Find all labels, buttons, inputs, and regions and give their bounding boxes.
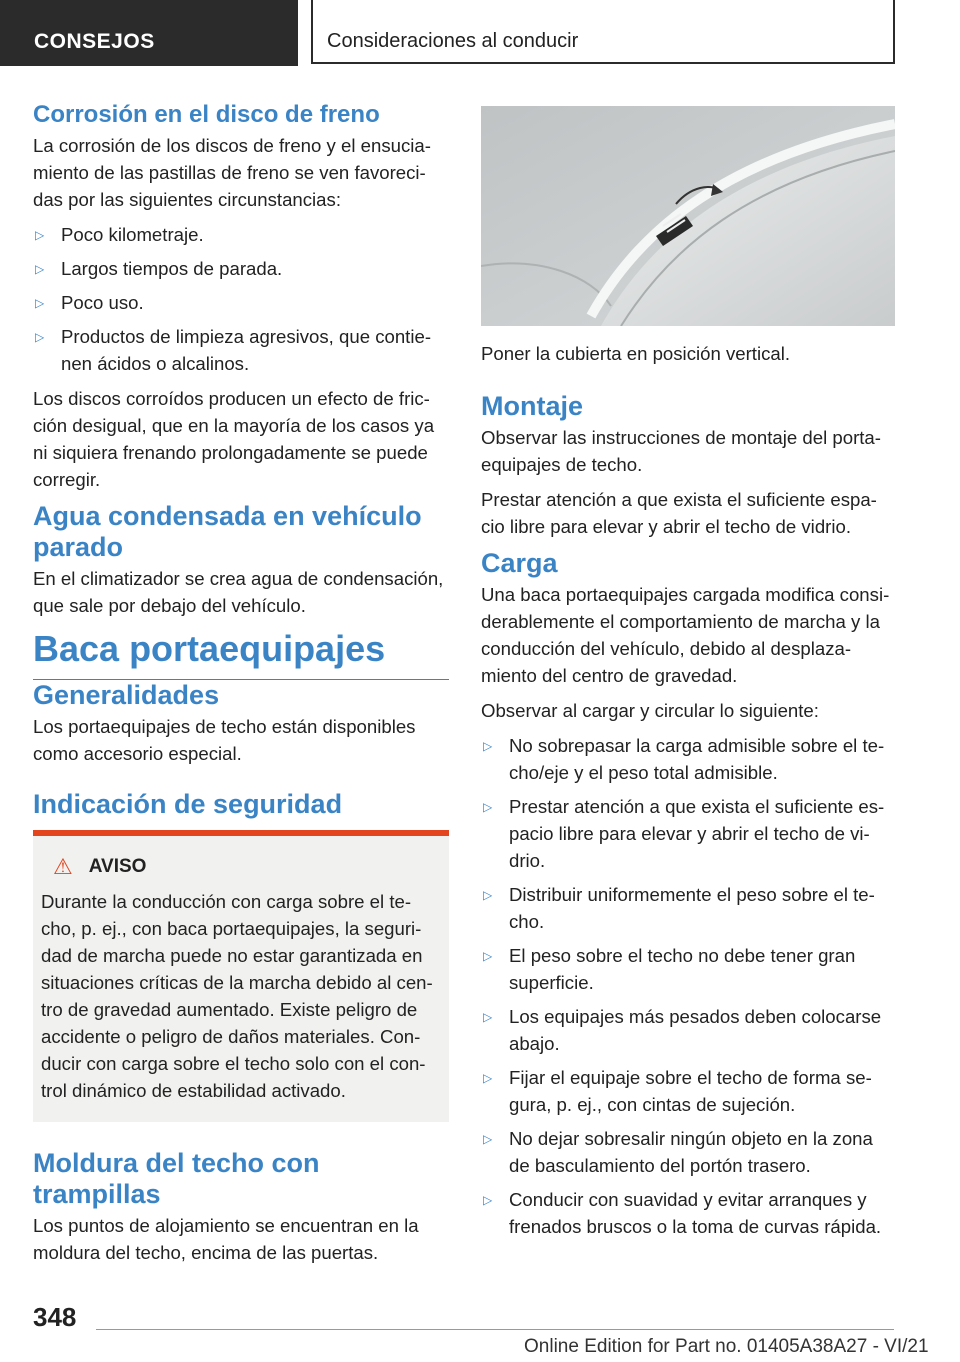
condensed-water-heading: Agua condensada en vehículo parado (33, 501, 422, 562)
page-header (0, 0, 960, 66)
roof-molding-text: Los puntos de alojamiento se encuentran en la moldura del techo, encima de las puertas. (33, 1215, 419, 1263)
warning-title: ⚠ AVISO (53, 854, 147, 879)
bullet-triangle-icon: ▷ (35, 262, 45, 276)
load-list (481, 732, 897, 1240)
warning-triangle-icon: ⚠ (53, 854, 73, 879)
list-item: ▷ Productos de limpieza agresivos, que contie-nen ácidos o alcalinos. (35, 326, 432, 374)
bullet-triangle-icon: ▷ (483, 888, 493, 902)
list-item: ▷ No dejar sobresalir ningún objeto en la zona de basculamiento del portón trasero. (483, 1128, 873, 1176)
load-text-1: Una baca portaequipajes cargada modifica consi-derablemente el comportamiento de marcha y la conducción del vehículo, debido al desplaza-miento del centro de gravedad. (481, 584, 890, 686)
corrosion-heading: Corrosión en el disco de freno (33, 101, 380, 128)
list-item: ▷ No sobrepasar la carga admisible sobre el te-cho/eje y el peso total admisible. (483, 735, 885, 783)
right-column (481, 100, 897, 1248)
roof-molding-heading: Moldura del techo con trampillas (33, 1148, 320, 1209)
chapter-tab: Consideraciones al conducir (311, 0, 895, 64)
bullet-triangle-icon: ▷ (483, 739, 493, 753)
bullet-triangle-icon: ▷ (35, 296, 45, 310)
photo-caption: Poner la cubierta en posición vertical. (481, 343, 791, 364)
roof-rack-heading: Baca portaequipajes (33, 627, 449, 680)
list-item: ▷ Poco kilometraje. (33, 221, 449, 248)
list-item: ▷ Conducir con suavidad y evitar arranques y frenados bruscos o la toma de curvas rápida. (483, 1189, 882, 1237)
mounting-text-2: Prestar atención a que exista el suficiente espa-cio libre para elevar y abrir el techo de vidrio. (481, 489, 877, 537)
corrosion-intro: La corrosión de los discos de freno y el ensucia-miento de las pastillas de freno se ven favoreci-das por las siguientes circunstancias: (33, 135, 431, 210)
corrosion-outro: Los discos corroídos producen un efecto de fric-ción desigual, que en la mayoría de los casos ya ni siquiera frenando prolongadamente se puede corregir. (33, 388, 435, 490)
list-item: ▷ Fijar el equipaje sobre el techo de forma se-gura, p. ej., con cintas de sujeción. (483, 1067, 872, 1115)
load-heading: Carga (481, 548, 558, 578)
list-item: ▷ Poco uso. (33, 289, 449, 316)
safety-heading: Indicación de seguridad (33, 789, 343, 819)
section-tab: CONSEJOS (0, 0, 298, 66)
list-item: ▷ Largos tiempos de parada. (33, 255, 449, 282)
bullet-triangle-icon: ▷ (35, 228, 45, 242)
bullet-triangle-icon: ▷ (483, 949, 493, 963)
bullet-triangle-icon: ▷ (35, 330, 45, 344)
list-item: ▷ Los equipajes más pesados deben colocarse abajo. (483, 1006, 882, 1054)
bullet-triangle-icon: ▷ (483, 1193, 493, 1207)
bullet-triangle-icon: ▷ (483, 1010, 493, 1024)
roof-cover-photo (481, 106, 895, 326)
mounting-text-1: Observar las instrucciones de montaje del porta-equipajes de techo. (481, 427, 881, 475)
bullet-triangle-icon: ▷ (483, 1071, 493, 1085)
general-text: Los portaequipajes de techo están disponibles como accesorio especial. (33, 716, 416, 764)
left-column (33, 100, 449, 1274)
list-item: ▷ El peso sobre el techo no debe tener gran superficie. (483, 945, 856, 993)
list-item: ▷ Distribuir uniformemente el peso sobre el te-cho. (483, 884, 875, 932)
mounting-heading: Montaje (481, 391, 584, 421)
condensed-water-text: En el climatizador se crea agua de condensación, que sale por debajo del vehículo. (33, 568, 444, 616)
page-number: 348 (33, 1302, 77, 1332)
bullet-triangle-icon: ▷ (483, 1132, 493, 1146)
load-text-2: Observar al cargar y circular lo siguiente: (481, 700, 819, 721)
corrosion-list (33, 221, 449, 377)
bullet-triangle-icon: ▷ (483, 800, 493, 814)
edition-note: Online Edition for Part no. 01405A38A27 - VI/21 (524, 1336, 929, 1357)
warning-box (33, 830, 449, 1122)
warning-text: Durante la conducción con carga sobre el te-cho, p. ej., con baca portaequipajes, la seguri-dad de marcha puede no estar garantizada en situaciones críticas de la marcha debido al cen-tro de gravedad aumentado. Existe peligro de accidente o peligro de daños materiales. Con-ducir con carga sobre el techo solo con el con-trol dinámico de estabilidad activado. (41, 891, 433, 1101)
general-heading: Generalidades (33, 680, 220, 710)
list-item: ▷ Prestar atención a que exista el suficiente es-pacio libre para elevar y abrir el techo de vi-drio. (483, 796, 885, 871)
footer-divider (96, 1329, 894, 1330)
